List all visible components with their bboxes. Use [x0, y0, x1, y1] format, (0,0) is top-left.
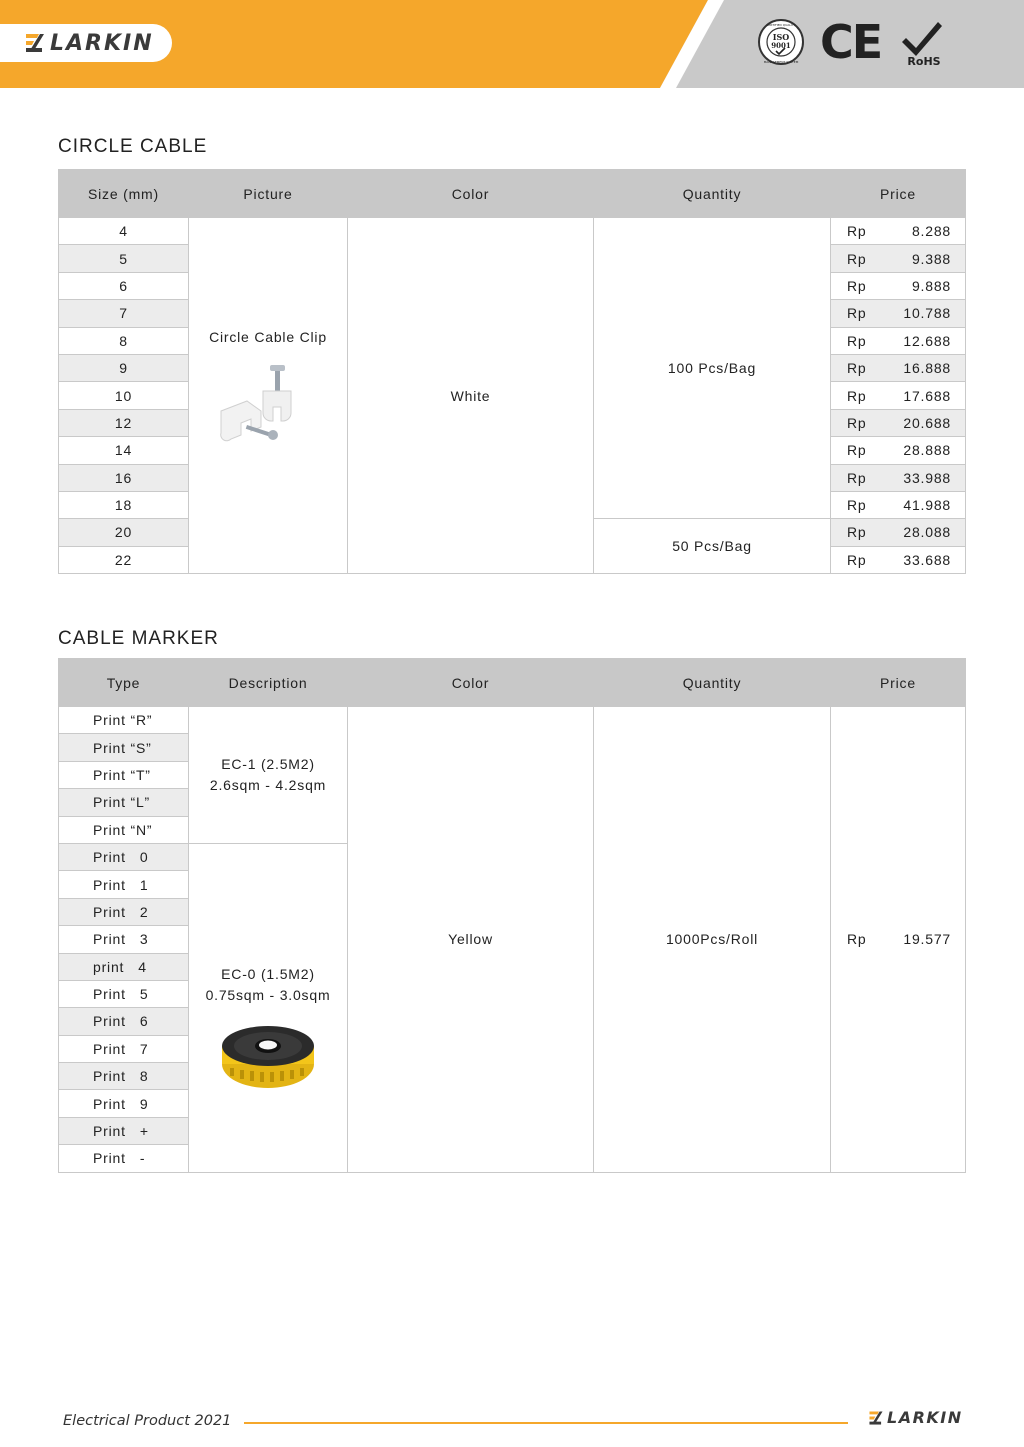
price-value: 12.688: [903, 332, 951, 349]
type-cell: Print “L”: [59, 789, 189, 816]
price-value: 33.688: [903, 551, 951, 568]
cable-clip-image: [213, 361, 323, 453]
price-cell: [831, 546, 966, 573]
currency-label: Rp: [847, 305, 867, 322]
price-value: 20.688: [903, 414, 951, 431]
type-cell: Print “T”: [59, 761, 189, 788]
table-header-row: [59, 170, 966, 218]
price-cell: [831, 409, 966, 436]
table-row: [59, 707, 966, 734]
price-cell: [831, 382, 966, 409]
size-cell: 22: [59, 546, 189, 573]
price-cell: [831, 354, 966, 381]
table-header-row: [59, 659, 966, 707]
description-cell-ec0: [189, 843, 348, 1172]
type-cell: Print 1: [59, 871, 189, 898]
color-cell: Yellow: [348, 707, 594, 1173]
currency-label: Rp: [847, 524, 867, 541]
picture-cell: [189, 218, 348, 574]
type-cell: Print -: [59, 1145, 189, 1172]
size-cell: 5: [59, 245, 189, 272]
price-value: 8.288: [911, 223, 951, 240]
description-cell-ec1: [189, 707, 348, 844]
type-cell: Print 7: [59, 1035, 189, 1062]
size-cell: 12: [59, 409, 189, 436]
type-cell: Print 9: [59, 1090, 189, 1117]
header-color: Color: [348, 170, 594, 218]
currency-label: Rp: [847, 414, 867, 431]
size-cell: 10: [59, 382, 189, 409]
desc-model: EC-0 (1.5M2): [221, 965, 315, 982]
desc-range: 0.75sqm - 3.0sqm: [205, 986, 331, 1003]
price-cell: [831, 519, 966, 546]
currency-label: Rp: [847, 387, 867, 404]
header-size: Size (mm): [59, 170, 189, 218]
currency-label: Rp: [847, 469, 867, 486]
currency-label: Rp: [847, 551, 867, 568]
price-cell: [831, 437, 966, 464]
price-cell: [831, 707, 966, 1173]
type-cell: Print 8: [59, 1063, 189, 1090]
size-cell: 7: [59, 300, 189, 327]
currency-label: Rp: [847, 497, 867, 514]
type-cell: print 4: [59, 953, 189, 980]
header-quantity: Quantity: [594, 170, 831, 218]
type-cell: Print +: [59, 1117, 189, 1144]
price-cell: [831, 272, 966, 299]
currency-label: Rp: [847, 931, 867, 948]
desc-range: 2.6sqm - 4.2sqm: [209, 776, 327, 793]
header-description: Description: [189, 659, 348, 707]
price-value: 28.888: [903, 442, 951, 459]
price-cell: [831, 218, 966, 245]
iso-number: 9001: [771, 41, 791, 50]
iso-9001-seal-icon: [757, 18, 805, 66]
type-cell: Print 2: [59, 898, 189, 925]
price-value: 16.888: [903, 360, 951, 377]
circle-cable-table: [58, 169, 966, 574]
larkin-logo-icon: [24, 32, 46, 54]
price-value: 33.988: [903, 469, 951, 486]
cable-marker-roll-image: [220, 1024, 316, 1092]
brand-logo: [0, 24, 172, 62]
cable-marker-title: CABLE MARKER: [58, 628, 219, 649]
header-type: Type: [59, 659, 189, 707]
cable-marker-table: [58, 658, 966, 1173]
type-cell: Print “S”: [59, 734, 189, 761]
type-cell: Print “R”: [59, 707, 189, 734]
price-value: 41.988: [903, 497, 951, 514]
currency-label: Rp: [847, 442, 867, 459]
size-cell: 14: [59, 437, 189, 464]
footer-divider: [244, 1422, 848, 1424]
size-cell: 16: [59, 464, 189, 491]
currency-label: Rp: [847, 223, 867, 240]
type-cell: Print 0: [59, 843, 189, 870]
page-header: [0, 0, 1024, 88]
type-cell: Print 3: [59, 926, 189, 953]
price-value: 28.088: [903, 524, 951, 541]
price-cell: [831, 491, 966, 518]
desc-model: EC-1 (2.5M2): [221, 755, 315, 772]
size-cell: 20: [59, 519, 189, 546]
type-cell: Print 5: [59, 980, 189, 1007]
circle-cable-title: CIRCLE CABLE: [58, 136, 208, 157]
size-cell: 4: [59, 218, 189, 245]
iso-top-text: CERTIFIED QUALITY: [766, 23, 796, 27]
header-color: Color: [348, 659, 594, 707]
price-value: 9.388: [911, 250, 951, 267]
brand-name: LARKIN: [50, 30, 154, 56]
header-quantity: Quantity: [594, 659, 831, 707]
color-cell: White: [348, 218, 594, 574]
size-cell: 9: [59, 354, 189, 381]
type-cell: Print “N”: [59, 816, 189, 843]
size-cell: 8: [59, 327, 189, 354]
footer-caption: Electrical Product 2021: [63, 1413, 232, 1429]
price-value: 17.688: [903, 387, 951, 404]
price-value: 19.577: [903, 931, 951, 948]
price-cell: [831, 300, 966, 327]
rohs-label: RoHS: [907, 55, 941, 68]
size-cell: 6: [59, 272, 189, 299]
currency-label: Rp: [847, 277, 867, 294]
table-row: [59, 218, 966, 245]
quantity-cell: 1000Pcs/Roll: [594, 707, 831, 1173]
price-cell: [831, 327, 966, 354]
currency-label: Rp: [847, 332, 867, 349]
rohs-check-icon: [900, 20, 948, 68]
size-cell: 18: [59, 491, 189, 518]
header-picture: Picture: [189, 170, 348, 218]
price-value: 10.788: [903, 305, 951, 322]
price-cell: [831, 464, 966, 491]
iso-bottom-text: MANAGEMENT SYSTEM: [763, 60, 799, 64]
ce-mark: CE: [820, 15, 882, 69]
price-value: 9.888: [911, 277, 951, 294]
picture-label: Circle Cable Clip: [209, 328, 327, 345]
iso-label: ISO: [772, 32, 790, 42]
currency-label: Rp: [847, 360, 867, 377]
header-price: Price: [831, 659, 966, 707]
footer-brand-logo: [868, 1408, 963, 1427]
quantity-cell-100: 100 Pcs/Bag: [594, 218, 831, 519]
price-cell: [831, 245, 966, 272]
quantity-cell-50: 50 Pcs/Bag: [594, 519, 831, 574]
type-cell: Print 6: [59, 1008, 189, 1035]
currency-label: Rp: [847, 250, 867, 267]
larkin-logo-icon: [868, 1410, 884, 1426]
footer-brand-name: LARKIN: [887, 1408, 963, 1427]
header-price: Price: [831, 170, 966, 218]
